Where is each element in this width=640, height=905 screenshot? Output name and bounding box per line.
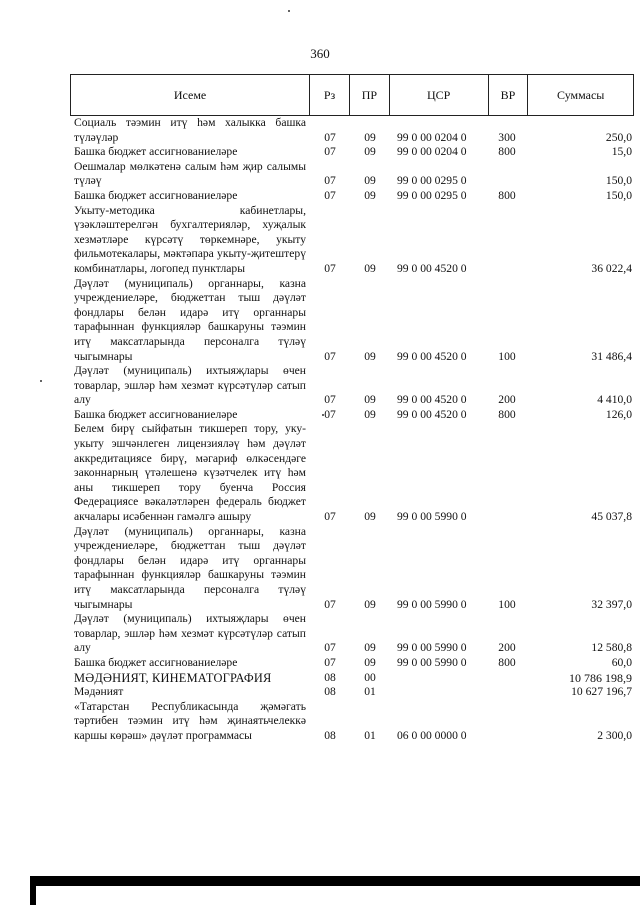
row-pr: 01: [364, 728, 376, 742]
header-rz: Рз: [310, 75, 350, 115]
table-row: [70, 160, 634, 189]
scan-edge-bottom: [30, 876, 640, 886]
row-rz: 08: [324, 728, 336, 742]
row-name: Дәүләт (муниципаль) ихтыяҗлары өчен товарлар, эшләр һәм хезмәт күрсәтүләр сатып алу: [74, 364, 306, 407]
row-pr: 09: [364, 130, 376, 144]
row-rz: 08: [324, 670, 336, 684]
row-rz: 07: [324, 349, 336, 363]
row-sum: 12 580,8: [591, 641, 632, 655]
table-row: [70, 145, 634, 160]
row-sum: 126,0: [605, 407, 632, 421]
row-pr: 09: [364, 174, 376, 188]
row-csr: 99 0 00 0295 0: [397, 174, 467, 188]
row-sum: 10 786 198,9: [569, 670, 632, 685]
row-csr: 99 0 00 5990 0: [397, 655, 467, 669]
row-name: Дәүләт (муниципаль) органнары, казна учреждениеләре, бюджеттан тыш дәүләт фондлары белән идарә итү органнары тарафыннан функцияләр башкаруны тәэмин итү максатларында персоналга түләү чыгымнары: [74, 524, 306, 611]
row-vr: 800: [498, 407, 516, 421]
row-pr: 09: [364, 510, 376, 524]
row-name: Башка бюджет ассигнованиеләре: [74, 407, 238, 421]
row-rz: 07: [324, 655, 336, 669]
row-sum: 45 037,8: [591, 510, 632, 524]
row-sum: 150,0: [605, 188, 632, 202]
row-pr: 09: [364, 597, 376, 611]
row-csr: 99 0 00 4520 0: [397, 349, 467, 363]
row-rz: 07: [324, 597, 336, 611]
row-csr: 99 0 00 4520 0: [397, 407, 467, 421]
row-csr: 99 0 00 4520 0: [397, 393, 467, 407]
row-csr: 99 0 00 5990 0: [397, 641, 467, 655]
row-pr: 09: [364, 393, 376, 407]
row-name: Дәүләт (муниципаль) органнары, казна учреждениеләре, бюджеттан тыш дәүләт фондлары белән идарә итү органнары тарафыннан функцияләр башкаруны тәэмин итү максатларында персоналга түләү чыгымнары: [74, 276, 306, 363]
row-rz: 07: [324, 510, 336, 524]
row-sum: 60,0: [611, 655, 632, 669]
row-rz: 07: [324, 145, 336, 159]
table-row: [70, 204, 634, 277]
row-name: Белем бирү сыйфатын тикшереп тору, уку-укыту эшчәнлеген лицензияләү һәм дәүләт аккредитациясе бирү, мәгариф өлкәсендәге законнарның үтәлешенә күзәтчелек итү һәм аны тикшереп тору буенча Россия Федерациясе вәкаләтләрен федераль бюджет акчалары исәбеннән гамәлгә ашыру: [74, 422, 306, 524]
row-csr: 99 0 00 5990 0: [397, 597, 467, 611]
row-pr: 09: [364, 261, 376, 275]
table-row: [70, 525, 634, 613]
table-header: [70, 74, 634, 116]
table-row: [70, 189, 634, 204]
row-pr: 09: [364, 655, 376, 669]
row-vr: 200: [498, 641, 516, 655]
row-sum: 250,0: [605, 130, 632, 144]
row-pr: 01: [364, 685, 376, 699]
row-sum: 31 486,4: [591, 349, 632, 363]
row-name: Башка бюджет ассигнованиеләре: [74, 655, 238, 669]
row-vr: 100: [498, 597, 516, 611]
row-vr: 200: [498, 393, 516, 407]
row-rz: 07: [324, 130, 336, 144]
row-rz: 07: [324, 188, 336, 202]
row-sum: 15,0: [611, 145, 632, 159]
row-sum: 32 397,0: [591, 597, 632, 611]
table-row: [70, 116, 634, 145]
table-row: [70, 277, 634, 365]
table-row: [70, 685, 634, 700]
row-vr: 300: [498, 130, 516, 144]
scan-speck: [322, 414, 324, 416]
header-name: Исеме: [71, 75, 310, 115]
row-name: Мәдәният: [74, 685, 124, 699]
row-name: «Татарстан Республикасында җәмәгать тәртибен тәэмин итү һәм җинаятьчелеккә каршы көрәш» дәүләт программасы: [74, 699, 306, 742]
table-row-section: [70, 671, 634, 686]
page-number: 360: [310, 46, 330, 61]
header-sum: Суммасы: [557, 87, 605, 102]
scan-edge-left: [30, 876, 36, 905]
row-pr: 09: [364, 145, 376, 159]
scan-speck: [40, 380, 42, 382]
row-pr: 00: [364, 670, 376, 684]
row-vr: 100: [498, 349, 516, 363]
table-row: [70, 700, 634, 744]
row-csr: 99 0 00 0295 0: [397, 188, 467, 202]
row-name: Дәүләт (муниципаль) ихтыяҗлары өчен товарлар, эшләр һәм хезмәт күрсәтүләр сатып алу: [74, 612, 306, 655]
table-row: [70, 612, 634, 656]
row-vr: 800: [498, 188, 516, 202]
budget-table: [70, 74, 634, 744]
table-row: [70, 364, 634, 408]
row-rz: 08: [324, 685, 336, 699]
row-vr: 800: [498, 655, 516, 669]
row-pr: 09: [364, 349, 376, 363]
row-csr: 99 0 00 4520 0: [397, 261, 467, 275]
row-sum: 4 410,0: [597, 393, 632, 407]
row-name: Социаль тәэмин итү һәм халыкка башка түләүләр: [74, 116, 306, 144]
scan-speck: [288, 10, 290, 12]
table-row: [70, 408, 634, 423]
row-rz: 07: [324, 261, 336, 275]
row-csr: 99 0 00 0204 0: [397, 130, 467, 144]
row-sum: 36 022,4: [591, 261, 632, 275]
row-name: Укыту-методика кабинетлары, үзәкләштерелгән бухгалтерияләр, хуҗалык хезмәтләре күрсәтү төркемнәре, укыту фильмотекалары, мәктәпара укыту-җитештерү комбинатлары, логопед пунктлары: [74, 203, 306, 275]
table-row: [70, 422, 634, 524]
row-pr: 09: [364, 188, 376, 202]
row-pr: 09: [364, 407, 376, 421]
table-row: [70, 656, 634, 671]
row-rz: 07: [324, 174, 336, 188]
row-rz: 07: [324, 393, 336, 407]
header-vr: ВР: [489, 75, 529, 115]
row-name: Башка бюджет ассигнованиеләре: [74, 145, 238, 159]
row-sum: 10 627 196,7: [571, 685, 632, 699]
row-rz: 07: [324, 641, 336, 655]
row-csr: 99 0 00 0204 0: [397, 145, 467, 159]
row-csr: 99 0 00 5990 0: [397, 510, 467, 524]
row-pr: 09: [364, 641, 376, 655]
row-name: Башка бюджет ассигнованиеләре: [74, 188, 238, 202]
row-name: МӘДӘНИЯТ, КИНЕМАТОГРАФИЯ: [74, 670, 272, 685]
row-csr: 06 0 00 0000 0: [397, 728, 467, 742]
header-pr: ПР: [350, 75, 390, 115]
table-body: [70, 116, 634, 744]
row-vr: 800: [498, 145, 516, 159]
row-rz: 07: [324, 407, 336, 421]
row-name: Оешмалар мөлкәтенә салым һәм җир салымы түләү: [74, 159, 306, 188]
row-sum: 150,0: [605, 174, 632, 188]
row-sum: 2 300,0: [597, 728, 632, 742]
header-csr: ЦСР: [390, 75, 489, 115]
